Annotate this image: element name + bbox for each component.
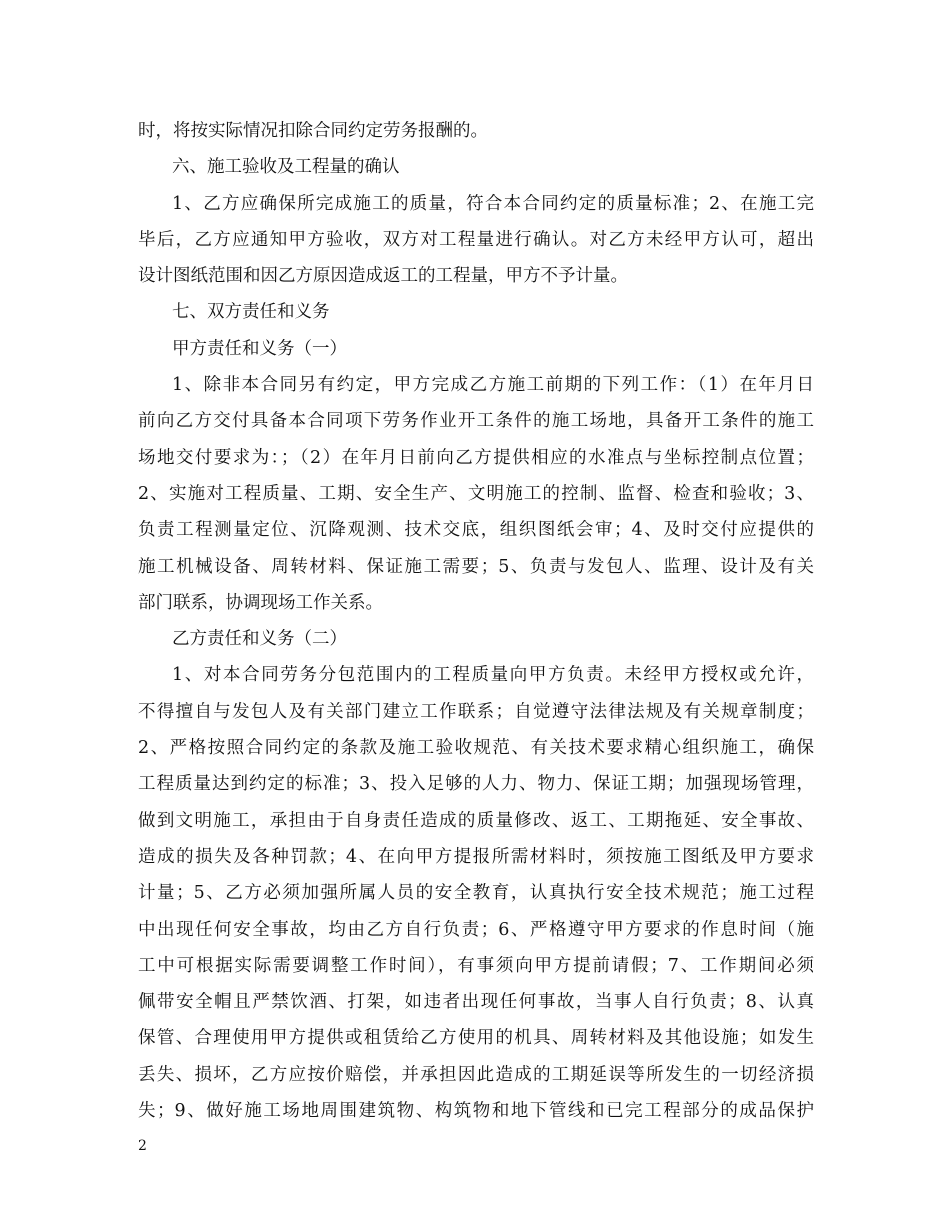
text-line: 毕后，乙方应通知甲方验收，双方对工程量进行确认。对乙方未经甲方认可，超出 [138, 229, 814, 250]
text-line: 中出现任何安全事故，均由乙方自行负责；6、严格遵守甲方要求的作息时间（施 [138, 919, 814, 940]
text-line: 七、双方责任和义务 [172, 302, 330, 323]
text-line: 工中可根据实际需要调整工作时间），有事须向甲方提前请假；7、工作期间必须 [138, 955, 814, 976]
text-line: 1、乙方应确保所完成施工的质量，符合本合同约定的质量标准；2、在施工完 [172, 193, 814, 214]
text-line: 不得擅自与发包人及有关部门建立工作联系；自觉遵守法律法规及有关规章制度； [138, 701, 814, 722]
text-line: 施工机械设备、周转材料、保证施工需要；5、负责与发包人、监理、设计及有关 [138, 556, 814, 577]
text-line: 造成的损失及各种罚款；4、在向甲方提报所需材料时，须按施工图纸及甲方要求 [138, 846, 814, 867]
text-line: 计量；5、乙方必须加强所属人员的安全教育，认真执行安全技术规范；施工过程 [138, 883, 814, 904]
text-line: 佩带安全帽且严禁饮酒、打架，如违者出现任何事故，当事人自行负责；8、认真 [138, 992, 814, 1013]
text-line: 部门联系，协调现场工作关系。 [138, 592, 383, 613]
text-line: 乙方责任和义务（二） [172, 629, 347, 650]
text-line: 时，将按实际情况扣除合同约定劳务报酬的。 [138, 121, 488, 141]
text-line: 丢失、损坏，乙方应按价赔偿，并承担因此造成的工期延误等所发生的一切经济损 [138, 1064, 814, 1085]
text-line: 1、对本合同劳务分包范围内的工程质量向甲方负责。未经甲方授权或允许， [172, 665, 814, 686]
text-line: 失；9、做好施工场地周围建筑物、构筑物和地下管线和已完工程部分的成品保护 [138, 1101, 814, 1122]
text-line: 保管、合理使用甲方提供或租赁给乙方使用的机具、周转材料及其他设施；如发生 [138, 1028, 814, 1049]
text-line: 负责工程测量定位、沉降观测、技术交底，组织图纸会审；4、及时交付应提供的 [138, 520, 814, 541]
text-line: 前向乙方交付具备本合同项下劳务作业开工条件的施工场地，具备开工条件的施工 [138, 411, 814, 432]
text-line: 工程质量达到约定的标准；3、投入足够的人力、物力、保证工期；加强现场管理， [138, 774, 814, 795]
text-line: 场地交付要求为：；（2）在年月日前向乙方提供相应的水准点与坐标控制点位置； [138, 447, 814, 468]
text-line: 2、严格按照合同约定的条款及施工验收规范、有关技术要求精心组织施工，确保 [138, 738, 814, 759]
page-number: 2 [138, 1138, 147, 1154]
text-line: 甲方责任和义务（一） [172, 338, 347, 359]
contract-body-text [138, 113, 814, 1129]
text-line: 1、除非本合同另有约定，甲方完成乙方施工前期的下列工作：（1）在年月日 [172, 375, 814, 396]
text-line: 设计图纸范围和因乙方原因造成返工的工程量，甲方不予计量。 [138, 266, 628, 287]
text-line: 做到文明施工，承担由于自身责任造成的质量修改、返工、工期拖延、安全事故、 [138, 810, 814, 831]
text-line: 2、实施对工程质量、工期、安全生产、文明施工的控制、监督、检查和验收；3、 [138, 483, 814, 504]
text-line: 六、施工验收及工程量的确认 [172, 157, 400, 178]
